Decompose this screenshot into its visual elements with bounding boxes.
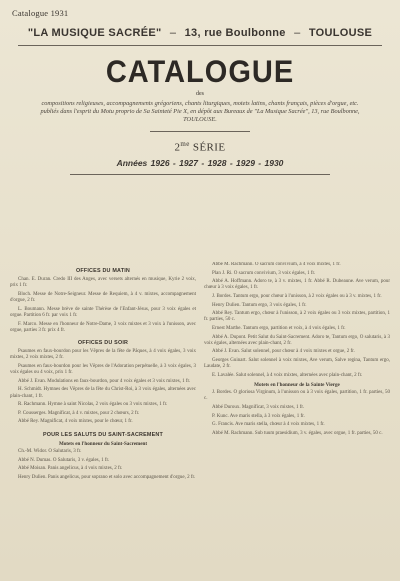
catalogue-entry: Bloch. Messe de Notre-Seigneur. Messe de Requiem, à 4 v. mixtes, accompagnement d'orgue, 2 fr.	[10, 292, 196, 304]
page-title: CATALOGUE	[105, 54, 295, 90]
catalogue-year: Catalogue 1931	[12, 8, 69, 18]
catalogue-entry: Psaumes en faux-bourdon pour les Vêpres de l'Adoration perpétuelle, à 3 voix égales, 3 voix égales ou 4 voix, prix 1 fr.	[10, 364, 196, 376]
catalogue-entry: Abbé Rey. Magnificat, 4 voix mixtes, pour le chœur, 1 fr.	[18, 419, 133, 425]
catalogue-entry: R. Rachmann. Hymne à saint Nicolas, 2 voix égales ou 3 voix mixtes, 1 fr.	[18, 402, 168, 408]
section-heading: OFFICES DU MATIN	[75, 268, 130, 274]
catalogue-entry: Henry Dulien. Panis angelicus, pour soprano et solo avec accompagnement d'orgue, 2 fr.	[18, 474, 196, 480]
catalogue-entry: Ch.-M. Widor. O Salutaris, 3 fr.	[18, 448, 82, 454]
catalogue-entry: L. Boumann. Messe brève de sainte Thérèse de l'Enfant-Jésus, pour 3 voix égales et orgue. Partition 6 fr. par voix 1 fr.	[10, 306, 196, 318]
catalogue-entry: Psaumes en faux-bourdon pour les Vêpres de la fête de Pâques, à 4 voix égales, 3 voix mixtes, 2 voix mixtes, 2 fr.	[10, 349, 196, 361]
series-suffix: me	[180, 140, 190, 148]
catalogue-entry: Abbé M. Rachmann. O sacrum convivium, à 4 voix mixtes, 1 fr.	[212, 262, 341, 267]
catalogue-entry: Henry Dulien. Tantum ergo, 3 voix égales, 1 fr.	[212, 302, 307, 308]
catalogue-columns	[10, 262, 390, 567]
series-label: SÉRIE	[192, 141, 226, 154]
dash-separator: –	[169, 27, 177, 39]
catalogue-entry: E. Lavalée. Salut solennel, à 4 voix mixtes, alternées avec plain-chant, 2 fr.	[212, 372, 363, 378]
subsection-heading: Motets en l'honneur du Saint-Sacrement	[58, 440, 148, 447]
intro-paragraph: compositions religieuses, accompagnements grégoriens, chants liturgiques, motets latins, chants français, pièces d'orgue, etc. publiés dans l'esprit du Motu proprio de Sa Sainteté Pie X, en dépôt aux Bureaux de "La Musique Sacrée", 13, rue Boulbonne, TOULOUSE.	[40, 100, 360, 123]
section-heading: POUR LES SALUTS DU SAINT-SACREMENT	[42, 431, 163, 438]
title-connector: des	[196, 91, 204, 97]
publisher-line	[10, 27, 390, 39]
catalogue-entry: Abbé Duroux. Magnificat, 3 voix mixtes, 1 fr.	[212, 404, 305, 410]
right-column	[204, 262, 390, 567]
catalogue-entry: Abbé A. Hoffmann. Adoro te, à 3 v. mixtes, 1 fr. Abbé R. Dubeaune. Ave verum, pour chœur à 3 voix égales, 1 fr.	[204, 279, 390, 291]
catalogue-entry: Georges Guinart. Salut solennel à voix mixtes, Ave verum, Salve regina, Tantum ergo, Laudate, 2 fr.	[204, 357, 390, 370]
left-column	[10, 262, 196, 567]
catalogue-entry: Chan. E. Duran. Credo III des Anges, avec versets alternés en musique, Kyrie 2 voix, prix 1 fr.	[10, 277, 196, 289]
publisher-name: "LA MUSIQUE SACRÉE"	[27, 27, 162, 39]
header-rule	[18, 45, 382, 46]
publisher-address: 13, rue Boulbonne	[184, 27, 286, 39]
section-heading: OFFICES DU SOIR	[77, 340, 129, 346]
catalogue-entry: F. Marco. Messe en l'honneur de Notre-Dame, 3 voix mixtes et 3 voix à l'unisson, avec orgue, parties 3 fr. prix 4 fr.	[10, 321, 196, 333]
catalogue-entry: Abbé J. Evan. Salut solennel, pour chœur à 4 voix mixtes et orgue, 2 fr.	[212, 349, 355, 355]
catalogue-entry: Abbé Rey. Tantum ergo, chœur à l'unisson, à 2 voix égales ou 3 voix mixtes, partition, 1 fr. parties, 50 c.	[204, 311, 390, 323]
catalogue-entry: G. Francis. Ave maris stella, chœur à 4 voix mixtes, 1 fr.	[212, 422, 325, 428]
catalogue-entry: Ernest Marthe. Tantum ergo, partition et voix, à 4 voix égales, 1 fr.	[212, 325, 346, 331]
intro-rule	[150, 131, 250, 132]
series-years: Années 1926 - 1927 - 1928 - 1929 - 1930	[116, 157, 284, 168]
catalogue-entry: Abbé Moisan. Panis angelicus, à 4 voix mixtes, 2 fr.	[18, 466, 123, 472]
publisher-city: TOULOUSE	[308, 27, 373, 39]
catalogue-entry: P. Cousserges. Magnificat, à 4 v. mixtes, pour 2 chœurs, 2 fr.	[18, 410, 140, 416]
catalogue-entry: P. Kunc. Ave maris stella, à 3 voix égales, 1 fr.	[212, 413, 305, 419]
catalogue-entry: Abbé M. Rachmann. Sub tuum praesidium, 3 v. égales, avec orgue, 1 fr. parties, 50 c.	[212, 430, 383, 436]
series-number: 2	[174, 141, 181, 154]
catalogue-entry: Plan J. Ri. O sacrum convivium, 3 voix égales, 1 fr.	[212, 270, 316, 276]
dash-separator: –	[294, 27, 301, 39]
catalogue-entry: Abbé J. Evan. Modulations en faux-bourdon, pour 4 voix égales et 3 voix mixtes, 1 fr.	[18, 378, 191, 384]
subsection-heading: Motets en l'honneur de la Sainte Vierge	[254, 381, 340, 388]
catalogue-entry: J. Bordes. Tantum ergo, pour chœur à l'unisson, à 2 voix égales ou à 3 v. mixtes, 1 fr.	[212, 293, 382, 299]
series-heading	[10, 140, 390, 154]
catalogue-entry: H. Schmidt. Hymnes des Vêpres de la fête du Christ-Roi, à 3 voix égales, alternées avec plain-chant, 1 fr.	[10, 387, 196, 399]
catalogue-entry: Abbé A. Dupont. Petit Salut du Saint-Sacrement. Adoro te, Tantum ergo, O salutaris, à 3 voix égales, alternées avec plain-chant, 2 fr.	[204, 334, 390, 346]
years-rule	[70, 174, 330, 175]
catalogue-entry: J. Bordes. O gloriosa Virginum, à l'unisson ou à 3 voix égales, partition, 1 fr. parties, 50 c.	[204, 390, 390, 402]
catalogue-entry: Abbé N. Dumas. O Salutaris, 3 v. égales, 1 fr.	[18, 457, 110, 463]
